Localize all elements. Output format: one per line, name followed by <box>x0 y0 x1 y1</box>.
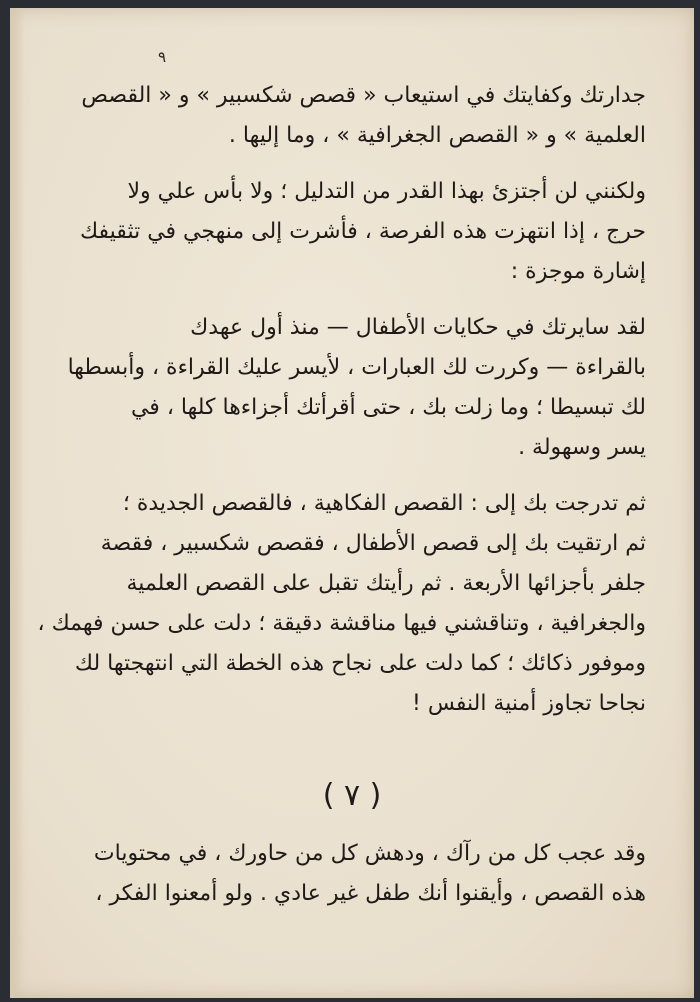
section-text-block <box>93 834 646 914</box>
text-line: والجغرافية ، وتناقشني فيها مناقشة دقيقة ؛ دلت على حسن فهمك ، <box>37 611 646 636</box>
text-line: العلمية » و « القصص الجغرافية » ، وما إليها . <box>228 123 646 148</box>
text-line: ولكنني لن أجتزئ بهذا القدر من التدليل ؛ ولا بأس علي ولا <box>127 179 646 204</box>
text-line: حرج ، إذا انتهزت هذه الفرصة ، فأشرت إلى منهجي في تثقيفك <box>80 219 646 244</box>
paragraph-gap <box>128 292 646 308</box>
text-line: بالقراءة — وكررت لك العبارات ، لأيسر عليك القراءة ، وأبسطها <box>67 355 646 380</box>
book-page <box>10 8 694 998</box>
text-line: نجاحا تجاوز أمنية النفس ! <box>412 691 646 716</box>
main-text-block <box>37 76 646 724</box>
text-line: هذه القصص ، وأيقنوا أنك طفل غير عادي . ولو أمعنوا الفكر ، <box>95 881 646 906</box>
text-line: وقد عجب كل من رآك ، ودهش كل من حاورك ، في محتويات <box>93 841 646 866</box>
text-line: ثم ارتقيت بك إلى قصص الأطفال ، فقصص شكسبير ، فقصة <box>100 531 646 556</box>
text-line: إشارة موجزة : <box>510 259 646 284</box>
paragraph-gap <box>128 156 646 172</box>
page-number: ٩ <box>158 48 167 66</box>
text-line: يسر وسهولة . <box>518 435 646 460</box>
text-line: جلفر بأجزائها الأربعة . ثم رأيتك تقبل على القصص العلمية <box>126 571 646 596</box>
chapter-heading: ( ٧ ) <box>322 778 382 813</box>
text-line: لك تبسيطا ؛ وما زلت بك ، حتى أقرأتك أجزاءها كلها ، في <box>130 395 646 420</box>
paragraph-gap <box>128 468 646 484</box>
text-line: وموفور ذكائك ؛ كما دلت على نجاح هذه الخطة التي انتهجتها لك <box>74 651 646 676</box>
text-line: ثم تدرجت بك إلى : القصص الفكاهية ، فالقصص الجديدة ؛ <box>122 491 646 516</box>
text-line: جدارتك وكفايتك في استيعاب « قصص شكسبير » و « القصص <box>81 83 646 108</box>
text-line: لقد سايرتك في حكايات الأطفال — منذ أول عهدك <box>190 315 646 340</box>
